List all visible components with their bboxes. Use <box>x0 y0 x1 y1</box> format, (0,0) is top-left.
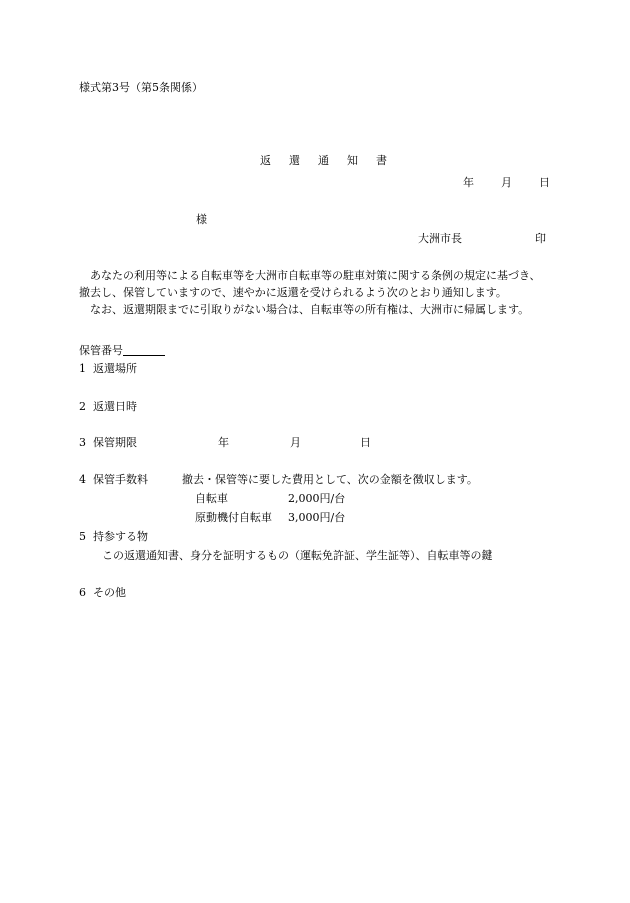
body-paragraph-2: なお、返還期限までに引取りがない場合は、自転車等の所有権は、大洲市に帰属します。 <box>90 303 530 316</box>
item-return-datetime <box>79 401 137 412</box>
body-paragraph-1: あなたの利用等による自転車等を大洲市自転車等の駐車対策に関する条例の規定に基づき、撤去し、保管していますので、速やかに返還を受けられるよう次のとおり通知します。 <box>79 269 541 299</box>
fee-label-moped: 原動機付自転車 <box>195 511 272 524</box>
item-storage-fee <box>79 473 478 486</box>
item-storage-deadline <box>79 436 371 449</box>
item-label: 返還日時 <box>93 400 137 413</box>
date-day: 日 <box>539 176 550 189</box>
storage-number-label: 保管番号 <box>79 344 123 357</box>
deadline-month: 月 <box>290 436 301 449</box>
title-char: 返 <box>260 154 271 167</box>
title-char: 還 <box>289 154 300 167</box>
storage-number-blank <box>123 344 165 356</box>
title-char: 知 <box>347 154 358 167</box>
issue-date <box>463 177 550 188</box>
addressee-suffix: 様 <box>196 213 207 226</box>
item-label: 保管手数料 <box>93 473 148 486</box>
storage-number <box>79 344 165 356</box>
date-month: 月 <box>501 176 512 189</box>
title-char: 通 <box>318 154 329 167</box>
item-return-location <box>79 363 137 374</box>
items-to-bring-text: この返還通知書、身分を証明するもの（運転免許証、学生証等）、自転車等の鍵 <box>102 549 493 562</box>
fee-value-bicycle: 2,000円/台 <box>288 492 346 505</box>
item-label: その他 <box>93 586 126 599</box>
body-text <box>79 267 551 318</box>
seal-mark: 印 <box>535 232 546 245</box>
item-label: 返還場所 <box>93 362 137 375</box>
item-number: 6 <box>79 586 86 599</box>
issuer-name: 大洲市長 <box>418 232 462 245</box>
date-year: 年 <box>463 176 474 189</box>
fee-label-bicycle: 自転車 <box>195 492 228 505</box>
document-title <box>260 155 387 166</box>
item-label: 保管期限 <box>93 436 137 449</box>
deadline-year: 年 <box>218 436 229 449</box>
fee-value-moped: 3,000円/台 <box>288 511 346 524</box>
item-number: 3 <box>79 436 86 449</box>
item-items-to-bring <box>79 531 148 542</box>
fee-description: 撤去・保管等に要した費用として、次の金額を徴収します。 <box>182 473 478 486</box>
item-label: 持参する物 <box>93 530 148 543</box>
form-number: 様式第3号（第5条関係） <box>79 81 203 94</box>
item-number: 2 <box>79 400 86 413</box>
item-number: 4 <box>79 473 86 486</box>
deadline-day: 日 <box>360 436 371 449</box>
item-other <box>79 587 126 598</box>
title-char: 書 <box>376 154 387 167</box>
item-number: 5 <box>79 530 86 543</box>
item-number: 1 <box>79 362 86 375</box>
